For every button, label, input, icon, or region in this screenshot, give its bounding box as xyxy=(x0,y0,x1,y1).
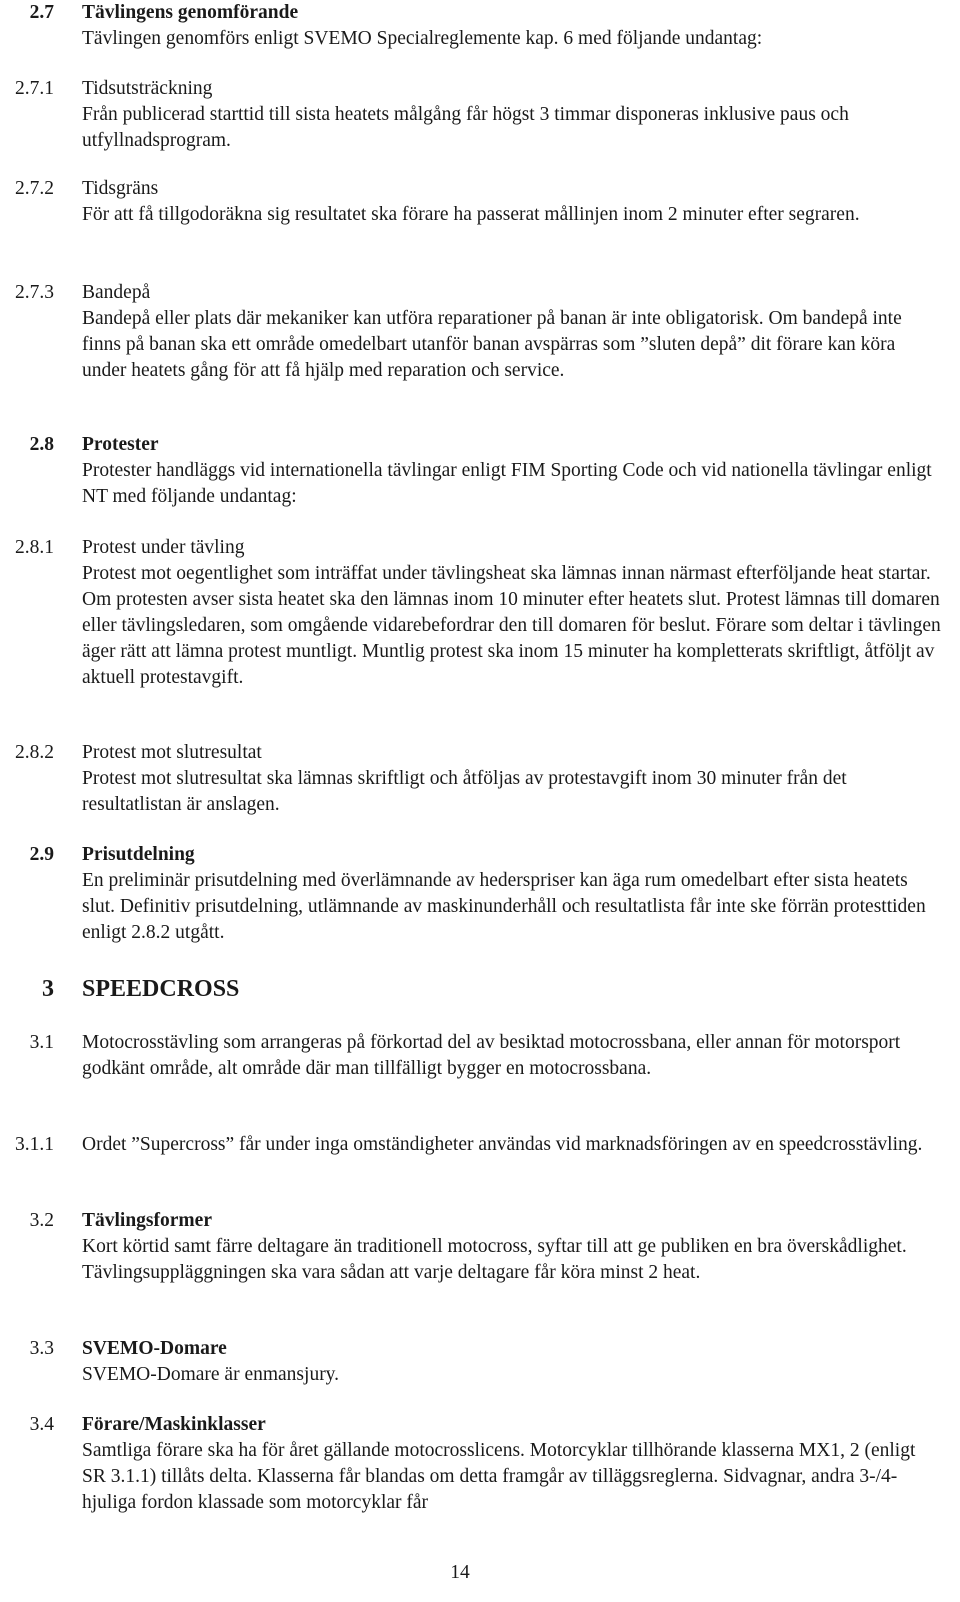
section-body xyxy=(82,1208,944,1286)
chapter-number: 3 xyxy=(42,976,54,1002)
section-title: SVEMO-Domare xyxy=(82,1338,227,1359)
section-number: 3.1 xyxy=(29,1032,54,1053)
section-number: 2.8.2 xyxy=(15,742,54,763)
section-text: Samtliga förare ska ha för året gällande motocrosslicens. Motorcyklar tillhörande klasserna MX1, 2 (enligt SR 3.1.1) tillåts delta. Klasserna får blandas om detta framgår av tilläggsreglerna. Sidvagnar, andra 3-/4-hjuliga fordon klassade som motorcyklar får xyxy=(82,1440,916,1513)
section-text: Protest mot oegentlighet som inträffat under tävlingsheat ska lämnas innan närmast efterföljande heat startar. Om protesten avser sista heatet ska den lämnas inom 10 minuter efter heatets slut. Protest lämnas till domaren eller tävlingsledaren, som omgående vidarebefordrar den till domaren för beslut. Förare som deltar i tävlingen äger rätt att lämna protest muntligt. Muntlig protest ska inom 15 minuter ha kompletterats skriftligt, åtföljt av aktuell protestavgift. xyxy=(82,563,941,688)
section-body xyxy=(82,740,944,818)
section-title: Tävlingsformer xyxy=(82,1210,212,1231)
section-text: Protester handläggs vid internationella tävlingar enligt FIM Sporting Code och vid nationella tävlingar enligt NT med följande undantag: xyxy=(82,460,932,507)
section-body xyxy=(82,176,944,228)
section-text: Protest mot slutresultat ska lämnas skriftligt och åtföljas av protestavgift inom 30 minuter från det resultatlistan är anslagen. xyxy=(82,768,847,815)
section-number: 2.8.1 xyxy=(15,537,54,558)
section-title: Bandepå xyxy=(82,282,151,303)
section-number: 2.7.3 xyxy=(15,282,54,303)
section-body xyxy=(82,974,944,1004)
section-title: Förare/Maskinklasser xyxy=(82,1414,266,1435)
section-body xyxy=(82,1412,944,1516)
section-text: Från publicerad starttid till sista heatets målgång får högst 3 timmar disponeras inklusive paus och utfyllnadsprogram. xyxy=(82,104,849,151)
section-number: 3.2 xyxy=(29,1210,54,1231)
section-body xyxy=(82,1336,944,1388)
section-body xyxy=(82,76,944,154)
section-number: 2.8 xyxy=(29,434,54,455)
section-title: Tidsutsträckning xyxy=(82,78,213,99)
section-number: 2.7.2 xyxy=(15,178,54,199)
page-number: 14 xyxy=(450,1562,470,1583)
section-number: 3.4 xyxy=(29,1414,54,1435)
section-body xyxy=(82,535,944,691)
section-body xyxy=(82,280,944,384)
section-body xyxy=(82,842,944,946)
section-number: 2.7 xyxy=(29,2,54,23)
section-number: 3.1.1 xyxy=(15,1134,54,1155)
section-body xyxy=(82,1030,944,1082)
chapter-title: SPEEDCROSS xyxy=(82,976,240,1002)
section-title: Protest under tävling xyxy=(82,537,245,558)
section-text: Tävlingen genomförs enligt SVEMO Specialreglemente kap. 6 med följande undantag: xyxy=(82,28,763,49)
section-number: 2.9 xyxy=(29,844,54,865)
section-number: 2.7.1 xyxy=(15,78,54,99)
section-text: En preliminär prisutdelning med överlämnande av hederspriser kan äga rum omedelbart efter sista heatets slut. Definitiv prisutdelning, utlämnande av maskinunderhåll och resultatlista får inte ske förrän protesttiden enligt 2.8.2 utgått. xyxy=(82,870,926,943)
section-body xyxy=(82,0,944,52)
section-body xyxy=(82,432,944,510)
section-number: 3.3 xyxy=(29,1338,54,1359)
section-text: Bandepå eller plats där mekaniker kan utföra reparationer på banan är inte obligatorisk. Om bandepå inte finns på banan ska ett område omedelbart utanför banan avspärras som ”sluten depå” dit förare kan köra under heatets gång för att få hjälp med reparation och service. xyxy=(82,308,902,381)
section-title: Protest mot slutresultat xyxy=(82,742,262,763)
section-text: Ordet ”Supercross” får under inga omständigheter användas vid marknadsföringen av en speedcrosstävling. xyxy=(82,1134,923,1155)
section-text: Motocrosstävling som arrangeras på förkortad del av besiktad motocrossbana, eller annan för motorsport godkänt område, alt område där man tillfälligt bygger en motocrossbana. xyxy=(82,1032,901,1079)
section-title: Protester xyxy=(82,434,159,455)
section-title: Prisutdelning xyxy=(82,844,195,865)
section-title: Tävlingens genomförande xyxy=(82,2,299,23)
section-title: Tidsgräns xyxy=(82,178,159,199)
section-text: SVEMO-Domare är enmansjury. xyxy=(82,1364,340,1385)
section-text: Kort körtid samt färre deltagare än traditionell motocross, syftar till att ge publiken en bra överskådlighet. Tävlingsuppläggningen ska vara sådan att varje deltagare får köra minst 2 heat. xyxy=(82,1236,907,1283)
section-body xyxy=(82,1132,944,1158)
section-text: För att få tillgodoräkna sig resultatet ska förare ha passerat mållinjen inom 2 minuter efter segraren. xyxy=(82,204,860,225)
